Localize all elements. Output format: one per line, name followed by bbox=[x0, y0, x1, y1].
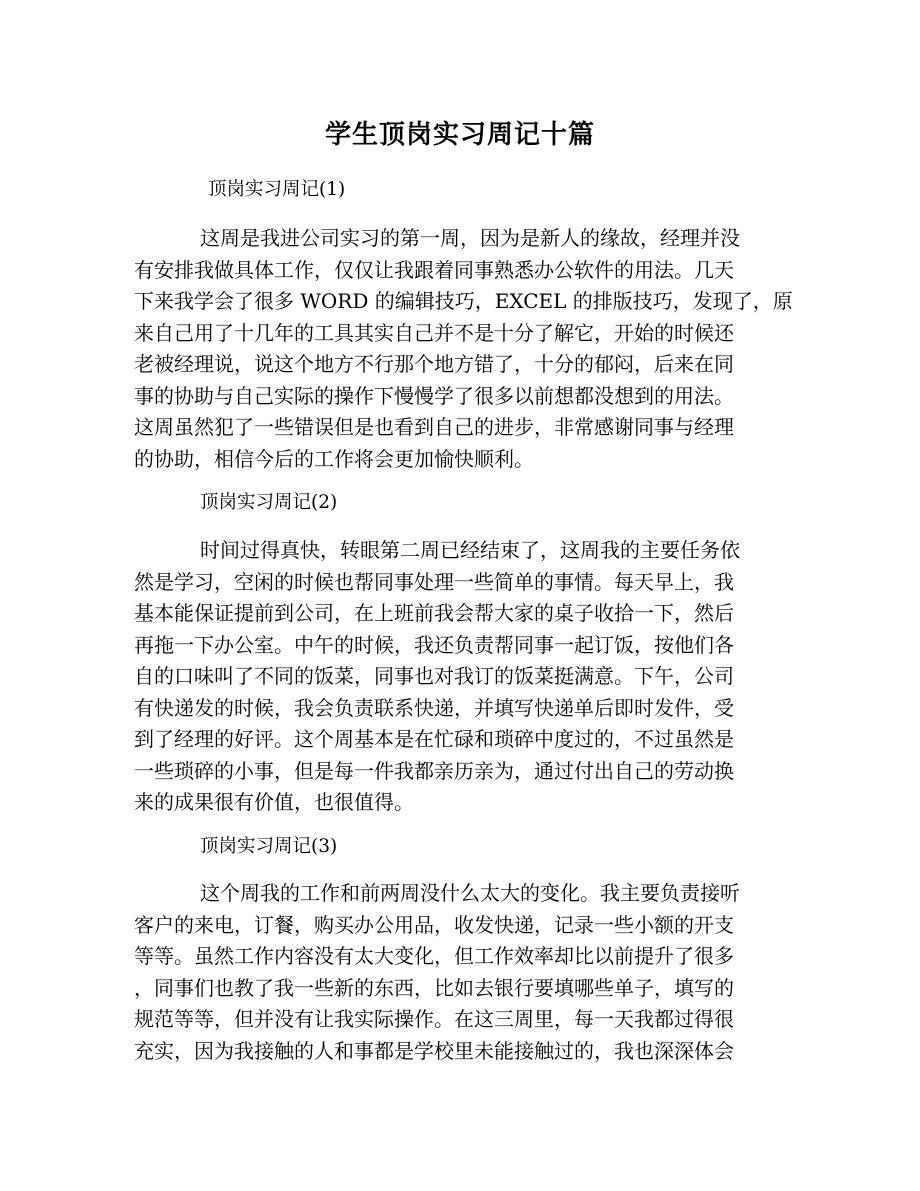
paragraph-line: 事的协助与自己实际的操作下慢慢学了很多以前想都没想到的用法。 bbox=[134, 383, 734, 408]
section-paragraph-1 bbox=[134, 223, 793, 475]
paragraph-line: 再拖一下办公室。中午的时候，我还负责帮同事一起订饭，按他们各 bbox=[134, 632, 734, 657]
paragraph-line: 下来我学会了很多 WORD 的编辑技巧，EXCEL 的排版技巧，发现了，原 bbox=[134, 289, 793, 313]
paragraph-line: 的协助，相信今后的工作将会更加愉快顺利。 bbox=[134, 446, 534, 471]
paragraph-line: 时间过得真快，转眼第二周已经结束了，这周我的主要任务依 bbox=[200, 538, 740, 562]
paragraph-line: 规范等等，但并没有让我实际操作。在这三周里，每一天我都过得很 bbox=[134, 1007, 734, 1031]
paragraph-line: ，同事们也教了我一些新的东西，比如去银行要填哪些单子，填写的 bbox=[134, 975, 734, 1000]
document-title: 学生顶岗实习周记十篇 bbox=[324, 120, 595, 150]
section-paragraph-2 bbox=[134, 535, 774, 819]
paragraph-line: 客户的来电，订餐，购买办公用品，收发快递，记录一些小额的开支 bbox=[134, 912, 734, 937]
paragraph-line: 等等。虽然工作内容没有太大变化，但工作效率却比以前提升了很多 bbox=[134, 944, 734, 968]
section-heading-1: 顶岗实习周记(1) bbox=[208, 179, 346, 200]
paragraph-line: 基本能保证提前到公司，在上班前我会帮大家的桌子收拾一下，然后 bbox=[134, 601, 734, 625]
paragraph-line: 一些琐碎的小事，但是每一件我都亲历亲为，通过付出自己的劳动换 bbox=[134, 758, 734, 783]
paragraph-line: 这周虽然犯了一些错误但是也看到自己的进步，非常感谢同事与经理 bbox=[134, 415, 734, 439]
paragraph-line: 充实，因为我接触的人和事都是学校里未能接触过的，我也深深体会 bbox=[134, 1038, 734, 1063]
paragraph-line: 到了经理的好评。这个周基本是在忙碌和琐碎中度过的，不过虽然是 bbox=[134, 727, 734, 751]
paragraph-line: 这周是我进公司实习的第一周，因为是新人的缘故，经理并没 bbox=[200, 226, 740, 250]
section-heading-3: 顶岗实习周记(3) bbox=[200, 836, 338, 857]
section-heading-2: 顶岗实习周记(2) bbox=[200, 492, 338, 513]
paragraph-line: 来自己用了十几年的工具其实自己并不是十分了解它，开始的时候还 bbox=[134, 320, 734, 345]
paragraph-line: 有安排我做具体工作，仅仅让我跟着同事熟悉办公软件的用法。几天 bbox=[134, 257, 734, 282]
paragraph-line: 有快递发的时候，我会负责联系快递，并填写快递单后即时发件，受 bbox=[134, 695, 734, 720]
paragraph-line: 然是学习，空闲的时候也帮同事处理一些简单的事情。每天早上，我 bbox=[134, 569, 734, 594]
paragraph-line: 来的成果很有价值，也很值得。 bbox=[134, 790, 414, 814]
paragraph-line: 这个周我的工作和前两周没什么太大的变化。我主要负责接听 bbox=[200, 881, 740, 905]
section-paragraph-3 bbox=[134, 878, 774, 1067]
paragraph-line: 自的口味叫了不同的饭菜，同事也对我订的饭菜挺满意。下午，公司 bbox=[134, 664, 734, 688]
paragraph-line: 老被经理说，说这个地方不行那个地方错了，十分的郁闷，后来在同 bbox=[134, 352, 734, 376]
